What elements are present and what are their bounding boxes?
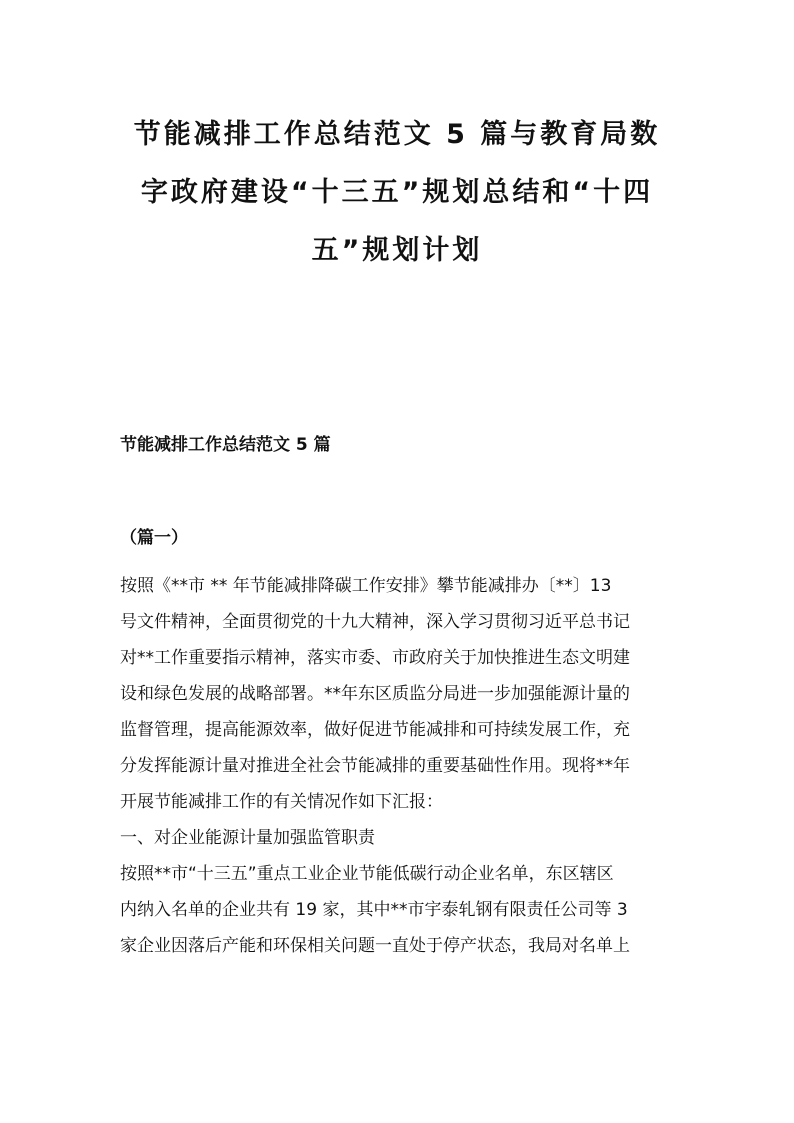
section-heading: 节能减排工作总结范文 5 篇 [120, 435, 331, 455]
title-line-2: 字政府建设“十三五”规划总结和“十四 [140, 177, 654, 208]
body-text [120, 568, 678, 964]
body-line-4: 设和绿色发展的战略部署。**年东区质监分局进一步加强能源计量的 [120, 684, 630, 704]
body-line-3: 对**工作重要指示精神，落实市委、市政府关于加快推进生态文明建 [120, 648, 630, 668]
title-line-3: 五”规划计划 [311, 235, 483, 266]
document-title [110, 106, 684, 280]
body-line-5: 监督管理，提高能源效率，做好促进节能减排和可持续发展工作，充 [120, 720, 630, 740]
body-line-11: 家企业因落后产能和环保相关问题一直处于停产状态，我局对名单上 [120, 936, 630, 956]
subsection-heading: 一、对企业能源计量加强监管职责 [120, 828, 375, 848]
body-line-9: 按照**市“十三五”重点工业企业节能低碳行动企业名单，东区辖区 [120, 864, 614, 884]
body-line-6: 分发挥能源计量对推进全社会节能减排的重要基础性作用。现将**年 [120, 756, 630, 776]
title-line-1: 节能减排工作总结范文 5 篇与教育局数 [133, 119, 661, 150]
body-line-7: 开展节能减排工作的有关情况作如下汇报： [120, 792, 443, 812]
body-line-10: 内纳入名单的企业共有 19 家，其中**市宇泰轧钢有限责任公司等 3 [120, 900, 628, 920]
body-line-1: 按照《**市 ** 年节能减排降碳工作安排》攀节能减排办〔**〕13 [120, 576, 612, 596]
part-heading: （篇一） [120, 528, 188, 548]
body-line-2: 号文件精神，全面贯彻党的十九大精神，深入学习贯彻习近平总书记 [120, 612, 630, 632]
